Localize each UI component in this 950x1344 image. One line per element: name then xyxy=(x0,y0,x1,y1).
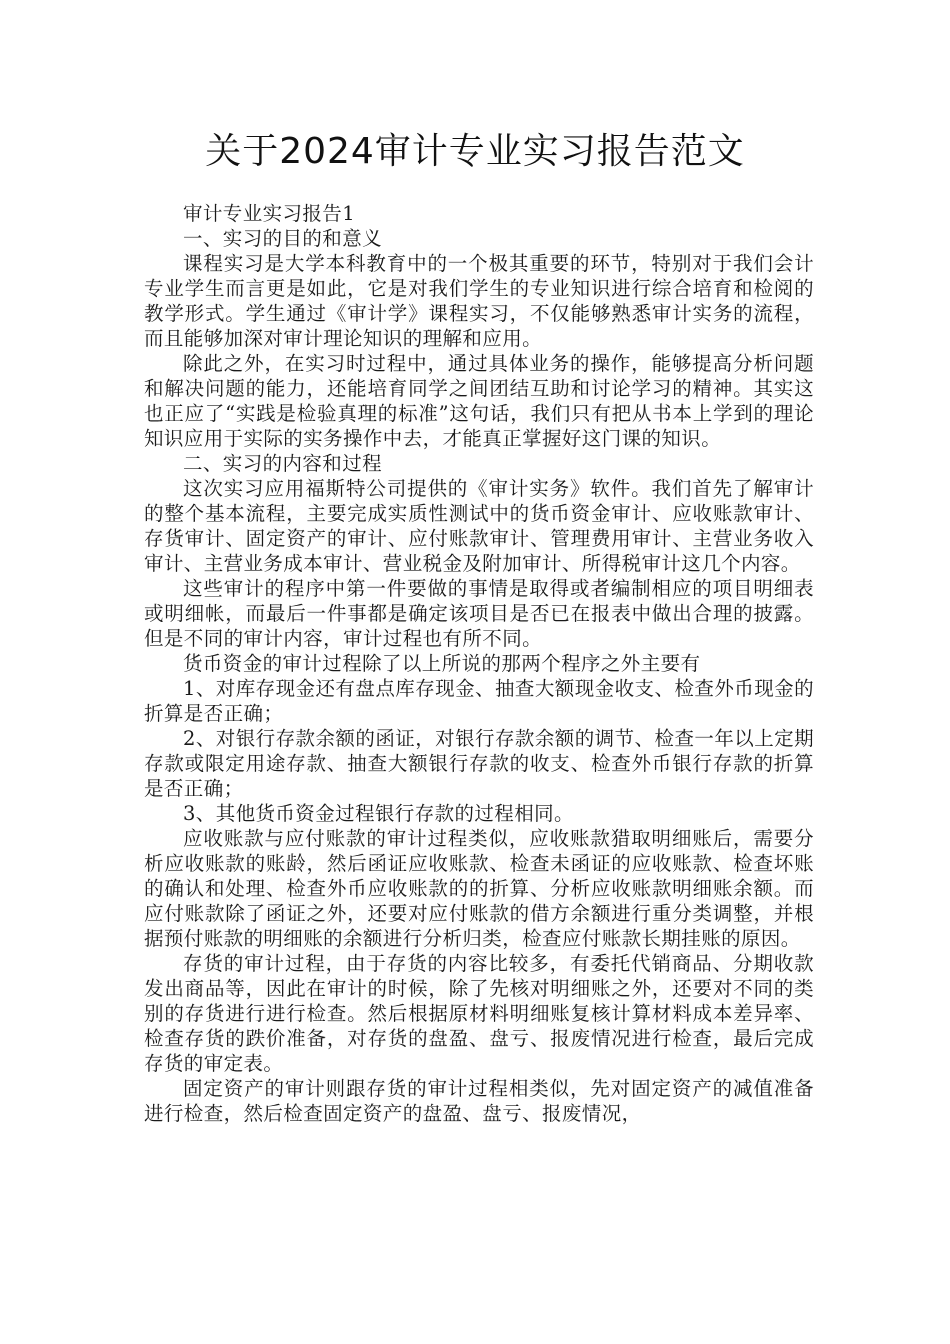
document-body xyxy=(144,201,814,1126)
paragraph: 除此之外，在实习时过程中，通过具体业务的操作，能够提高分析问题和解决问题的能力，还能培育同学之间团结互助和讨论学习的精神。其实这也正应了“实践是检验真理的标准”这句话，我们只有把从书本上学到的理论知识应用于实际的实务操作中去，才能真正掌握好这门课的知识。 xyxy=(144,352,814,450)
paragraph: 这些审计的程序中第一件要做的事情是取得或者编制相应的项目明细表或明细帐，而最后一件事都是确定该项目是否已在报表中做出合理的披露。但是不同的审计内容，审计过程也有所不同。 xyxy=(144,577,814,650)
paragraph: 应收账款与应付账款的审计过程类似，应收账款猎取明细账后，需要分析应收账款的账龄，然后函证应收账款、检查未函证的应收账款、检查坏账的确认和处理、检查外币应收账款的的折算、分析应收账款明细账余额。而应付账款除了函证之外，还要对应付账款的借方余额进行重分类调整，并根据预付账款的明细账的余额进行分析归类，检查应付账款长期挂账的原因。 xyxy=(144,827,814,950)
section-heading-report: 审计专业实习报告1 xyxy=(183,202,356,225)
section-heading-purpose: 一、实习的目的和意义 xyxy=(183,227,383,250)
paragraph: 货币资金的审计过程除了以上所说的那两个程序之外主要有 xyxy=(183,652,701,675)
paragraph: 固定资产的审计则跟存货的审计过程相类似，先对固定资产的减值准备进行检查，然后检查固定资产的盘盈、盘亏、报废情况， xyxy=(144,1077,814,1125)
paragraph: 这次实习应用福斯特公司提供的《审计实务》软件。我们首先了解审计的整个基本流程，主要完成实质性测试中的货币资金审计、应收账款审计、存货审计、固定资产的审计、应付账款审计、管理费用审计、主营业务收入审计、主营业务成本审计、营业税金及附加审计、所得税审计这几个内容。 xyxy=(144,477,814,575)
paragraph: 存货的审计过程，由于存货的内容比较多，有委托代销商品、分期收款发出商品等，因此在审计的时候，除了先核对明细账之外，还要对不同的类别的存货进行进行检查。然后根据原材料明细账复核计算材料成本差异率、检查存货的跌价准备，对存货的盘盈、盘亏、报废情况进行检查，最后完成存货的审定表。 xyxy=(144,952,814,1075)
list-item: 2、对银行存款余额的函证，对银行存款余额的调节、检查一年以上定期存款或限定用途存款、抽查大额银行存款的收支、检查外币银行存款的折算是否正确； xyxy=(144,727,814,800)
document-title: 关于2024审计专业实习报告范文 xyxy=(205,131,745,172)
section-heading-content: 二、实习的内容和过程 xyxy=(183,452,383,475)
list-item: 1、对库存现金还有盘点库存现金、抽查大额现金收支、检查外币现金的折算是否正确； xyxy=(144,677,814,725)
list-item: 3、其他货币资金过程银行存款的过程相同。 xyxy=(183,802,574,825)
paragraph: 课程实习是大学本科教育中的一个极其重要的环节，特别对于我们会计专业学生而言更是如此，它是对我们学生的专业知识进行综合培育和检阅的教学形式。学生通过《审计学》课程实习，不仅能够熟悉审计实务的流程，而且能够加深对审计理论知识的理解和应用。 xyxy=(144,252,814,350)
